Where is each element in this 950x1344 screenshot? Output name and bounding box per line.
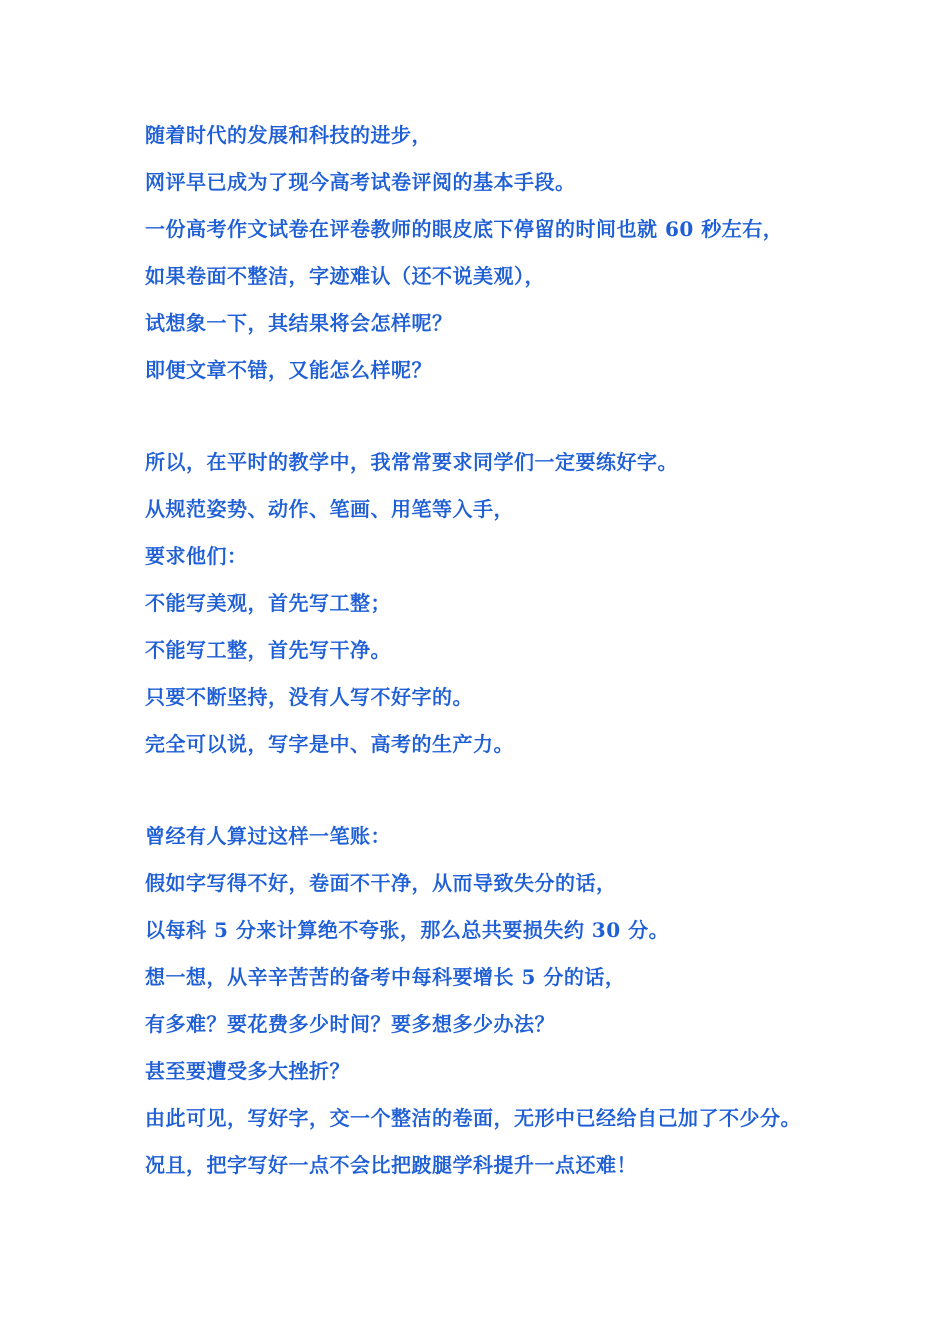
text-line: 曾经有人算过这样一笔账： <box>145 824 391 848</box>
text-line: 要求他们： <box>145 544 248 568</box>
text-line: 一份高考作文试卷在评卷教师的眼皮底下停留的时间也就 60 秒左右， <box>145 217 784 241</box>
paragraph-spacer <box>145 399 845 444</box>
text-line: 甚至要遭受多大挫折？ <box>145 1059 350 1083</box>
paragraph-2 <box>145 444 845 773</box>
text-line: 随着时代的发展和科技的进步， <box>145 123 432 147</box>
text-line: 试想象一下，其结果将会怎样呢？ <box>145 311 453 335</box>
paragraph-1 <box>145 117 845 399</box>
paragraph-spacer <box>145 773 845 818</box>
text-line: 即便文章不错，又能怎么样呢？ <box>145 358 432 382</box>
text-line: 只要不断坚持，没有人写不好字的。 <box>145 685 473 709</box>
text-line: 以每科 5 分来计算绝不夸张，那么总共要损失约 30 分。 <box>145 918 670 942</box>
text-line: 网评早已成为了现今高考试卷评阅的基本手段。 <box>145 170 576 194</box>
text-line: 完全可以说，写字是中、高考的生产力。 <box>145 732 514 756</box>
text-line: 如果卷面不整洁，字迹难认（还不说美观）， <box>145 264 545 288</box>
document-body <box>145 117 845 1194</box>
text-line: 想一想，从辛辛苦苦的备考中每科要增长 5 分的话， <box>145 965 626 989</box>
text-line: 由此可见，写好字，交一个整洁的卷面，无形中已经给自己加了不少分。 <box>145 1106 801 1130</box>
text-line: 所以，在平时的教学中，我常常要求同学们一定要练好字。 <box>145 450 678 474</box>
paragraph-3 <box>145 818 845 1194</box>
text-line: 有多难？要花费多少时间？要多想多少办法？ <box>145 1012 555 1036</box>
text-line: 假如字写得不好，卷面不干净，从而导致失分的话， <box>145 871 617 895</box>
text-line: 从规范姿势、动作、笔画、用笔等入手， <box>145 497 514 521</box>
text-line: 不能写美观，首先写工整； <box>145 591 391 615</box>
text-line: 不能写工整，首先写干净。 <box>145 638 391 662</box>
text-line: 况且，把字写好一点不会比把跛腿学科提升一点还难！ <box>145 1153 637 1177</box>
